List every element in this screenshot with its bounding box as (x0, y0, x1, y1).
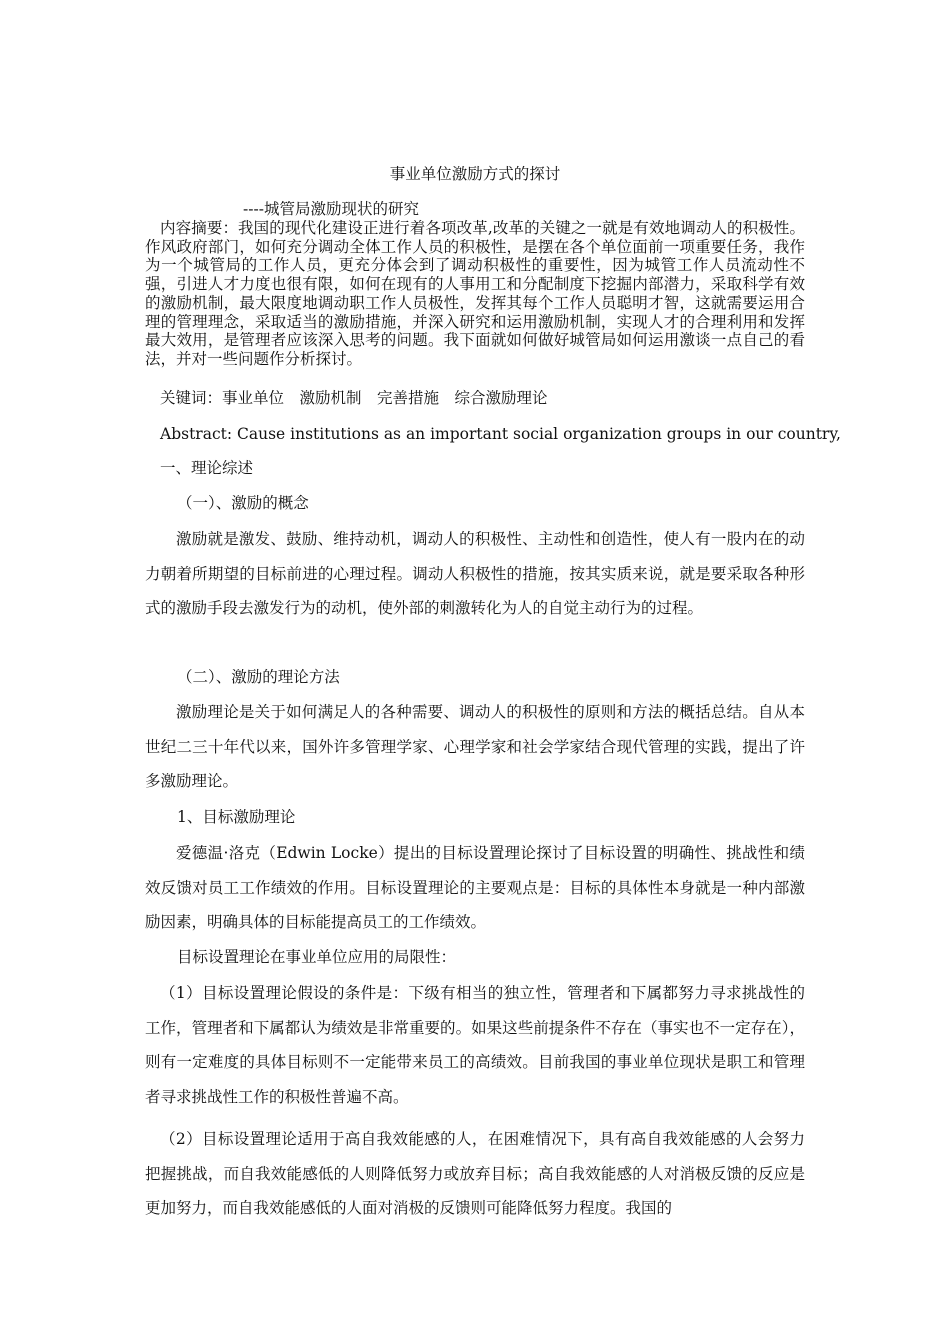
paragraph-goal-theory: 爱德温·洛克（Edwin Locke）提出的目标设置理论探讨了目标设置的明确性、挑战性和绩效反馈对员工工作绩效的作用。目标设置理论的主要观点是：目标的具体性本身就是一种内部激励因素，明确具体的目标能提高员工的工作绩效。 (145, 844, 805, 931)
english-abstract-line: Abstract: Cause institutions as an important social organization groups in our country, (160, 425, 841, 443)
paragraph-limitation-2: （2）目标设置理论适用于高自我效能感的人，在困难情况下，具有高自我效能感的人会努力把握挑战，而自我效能感低的人则降低努力或放弃目标；高自我效能感的人对消极反馈的反应是更加努力，而自我效能感低的人面对消极的反馈则可能降低努力程度。我国的 (145, 1130, 805, 1217)
heading-limitations: 目标设置理论在事业单位应用的局限性： (177, 948, 457, 966)
document-subtitle: ----城管局激励现状的研究 (243, 200, 419, 218)
keywords-line: 关键词：事业单位 激励机制 完善措施 综合激励理论 (160, 389, 548, 407)
paragraph-limitation-1: （1）目标设置理论假设的条件是：下级有相当的独立性，管理者和下属都努力寻求挑战性的工作，管理者和下属都认为绩效是非常重要的。如果这些前提条件不存在（事实也不一定存在），则有一定难度的具体目标则不一定能带来员工的高绩效。目前我国的事业单位现状是职工和管理者寻求挑战性工作的积极性普遍不高。 (145, 984, 805, 1106)
abstract-paragraph: 内容摘要：我国的现代化建设正进行着各项改革,改革的关键之一就是有效地调动人的积极性。作风政府部门，如何充分调动全体工作人员的积极性，是摆在各个单位面前一项重要任务，我作为一个城管局的工作人员，更充分体会到了调动积极性的重要性，因为城管工作人员流动性不强，引进人才力度也很有限，如何在现有的人事用工和分配制度下挖掘内部潜力，采取科学有效的激励机制，最大限度地调动职工作人员极性，发挥其每个工作人员聪明才智，这就需要运用合理的管理理念，采取适当的激励措施，并深入研究和运用激励机制，实现人才的合理利用和发挥最大效用，是管理者应该深入思考的问题。我下面就如何做好城管局如何运用激谈一点自己的看法，并对一些问题作分析探讨。 (145, 219, 805, 368)
heading-goal-theory: 1、目标激励理论 (177, 808, 296, 826)
paragraph-incentive-concept: 激励就是激发、鼓励、维持动机，调动人的积极性、主动性和创造性，使人有一股内在的动力朝着所期望的目标前进的心理过程。调动人积极性的措施，按其实质来说，就是要采取各种形式的激励手段去激发行为的动机，使外部的刺激转化为人的自觉主动行为的过程。 (145, 530, 805, 617)
document-title: 事业单位激励方式的探讨 (389, 165, 561, 183)
paragraph-incentive-theory: 激励理论是关于如何满足人的各种需要、调动人的积极性的原则和方法的概括总结。自从本世纪二三十年代以来，国外许多管理学家、心理学家和社会学家结合现代管理的实践，提出了许多激励理论。 (145, 703, 805, 790)
subsection-heading-methods: （二）、激励的理论方法 (177, 668, 340, 686)
section-heading-theory-review: 一、理论综述 (160, 459, 254, 477)
subsection-heading-concept: （一）、激励的概念 (177, 494, 309, 512)
